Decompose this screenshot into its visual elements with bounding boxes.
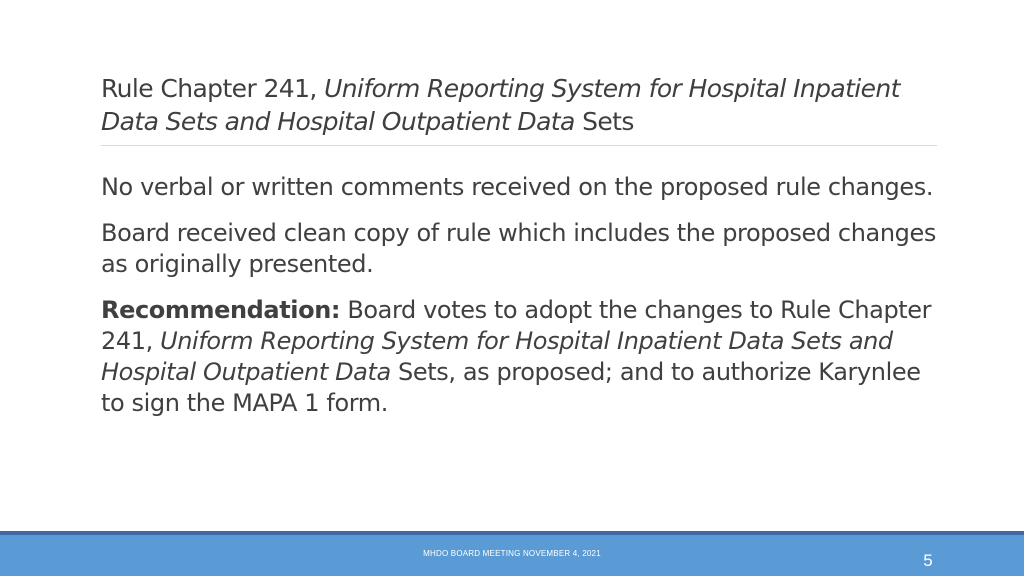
title-prefix: Rule Chapter 241, xyxy=(101,74,325,103)
slide-body xyxy=(101,172,946,434)
slide-title xyxy=(101,72,941,138)
body-paragraph-recommendation xyxy=(101,295,946,419)
footer-text: MHDO BOARD MEETING NOVEMBER 4, 2021 xyxy=(423,549,601,558)
recommendation-label: Recommendation: xyxy=(101,296,341,324)
body-paragraph-comments: No verbal or written comments received on the proposed rule changes. xyxy=(101,173,934,201)
recommendation-text-end: Sets, as proposed; and to authorize Karynlee to sign the MAPA 1 form. xyxy=(101,358,921,417)
recommendation-italic-phrase: Uniform Reporting System for Hospital Inpatient Data Sets and Hospital Outpatient Data xyxy=(101,327,893,386)
title-suffix: Sets xyxy=(574,107,634,136)
slide-number: 5 xyxy=(923,551,933,570)
title-divider xyxy=(101,145,937,146)
body-paragraph-clean-copy: Board received clean copy of rule which includes the proposed changes as originally presented. xyxy=(101,219,936,278)
recommendation-text-start: Board votes to adopt the changes to Rule Chapter 241, xyxy=(101,296,932,355)
title-italic-phrase: Uniform Reporting System for Hospital Inpatient Data Sets and Hospital Outpatient Data xyxy=(101,74,900,136)
